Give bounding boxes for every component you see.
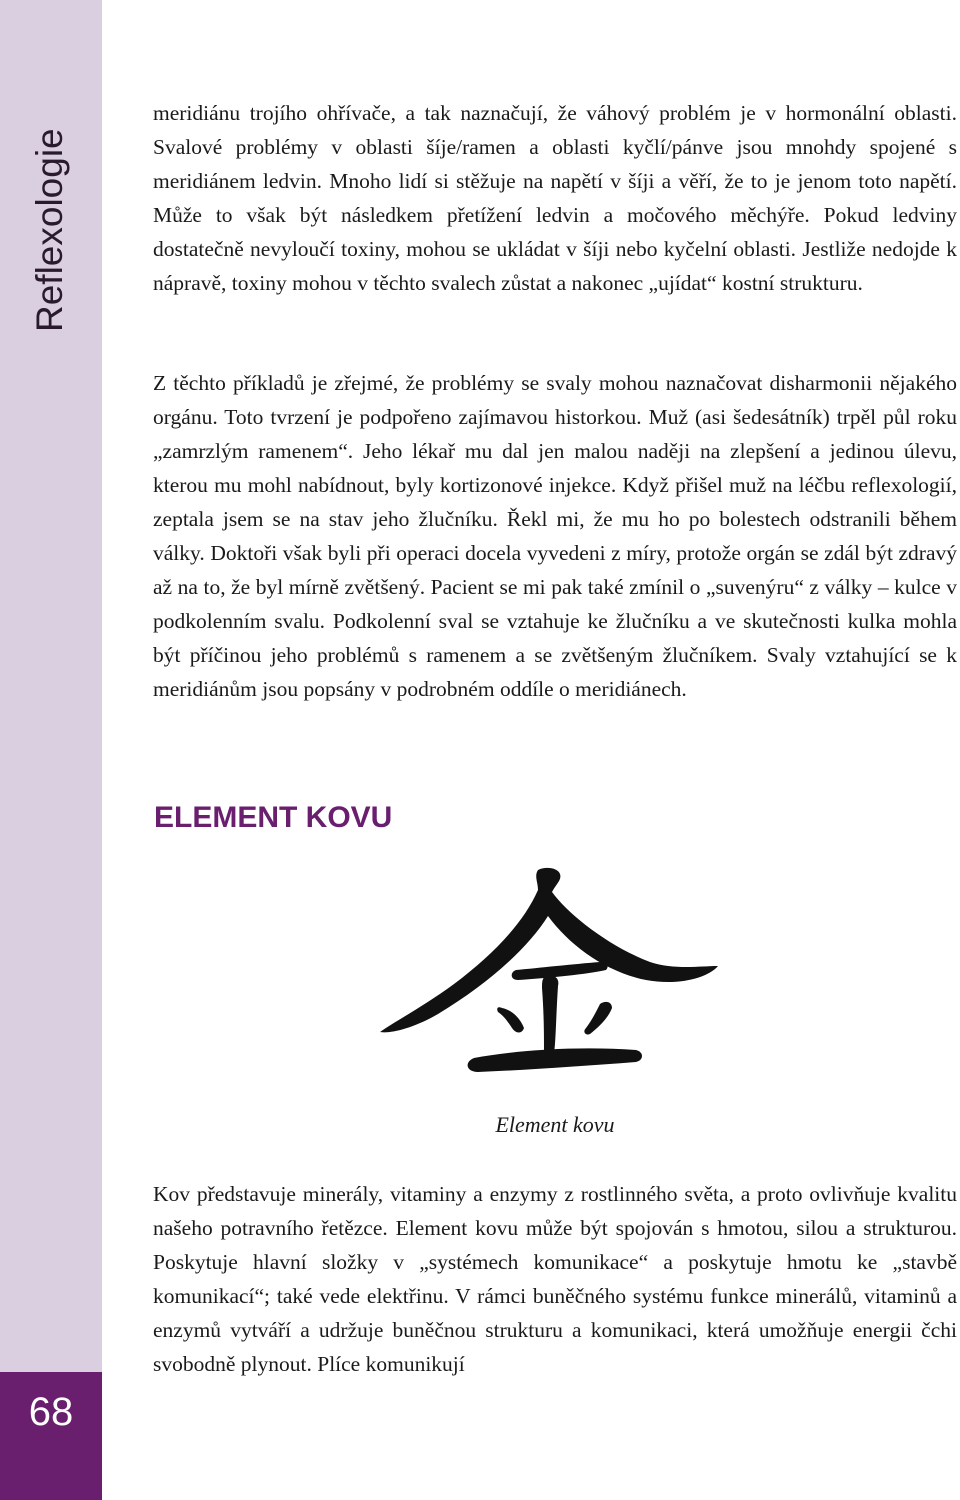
- body-paragraph-1: meridiánu trojího ohřívače, a tak naznačují, že váhový problém je v hormonální oblasti. Svalové problémy v oblasti šíje/ramen a oblasti kyčlí/pánve jsou mnohdy spojené s meridiánem ledvin. Mnoho lidí si stěžuje na napětí v šíji a věří, že to je jenom toto napětí. Může to však být následkem přetížení ledvin a močového měchýře. Pokud ledviny dostatečně nevyloučí toxiny, mohou se ukládat v šíji nebo kyčelní oblasti. Jestliže nedojde k nápravě, toxiny mohou v těchto svalech zůstat a nakonec „ujídat“ kostní strukturu.: [153, 101, 957, 295]
- figure-caption: Element kovu: [495, 1112, 615, 1137]
- body-paragraph-3: Kov představuje minerály, vitaminy a enzymy z rostlinného světa, a proto ovlivňuje kvalitu našeho potravního řetězce. Element kovu může být spojován s hmotou, silou a strukturou. Poskytuje hlavní složky v „systémech komunikace“ a poskytuje hmotu ke „stavbě komunikací“; také vede elektřinu. V rámci buněčného systému funkce minerálů, vitaminů a enzymů vytváří a udržuje buněčnou strukturu a komunikaci, která umožňuje energii čchi svobodně plynout. Plíce komunikují: [153, 1182, 957, 1376]
- metal-element-kanji-icon: [378, 866, 718, 1076]
- running-title: Reflexologie: [29, 128, 70, 332]
- page-number: 68: [28, 1390, 74, 1434]
- body-paragraph-2: Z těchto příkladů je zřejmé, že problémy se svaly mohou naznačovat disharmonii nějakého orgánu. Toto tvrzení je podpořeno zajímavou historkou. Muž (asi šedesátník) trpěl půl roku „zamrzlým ramenem“. Jeho lékař mu dal jen malou naději na zlepšení a jedinou úlevu, kterou mu mohl nabídnout, byly kortizonové injekce. Když přišel muž na léčbu reflexologií, zeptala jsem se na stav jeho žlučníku. Řekl mi, že mu ho po bolestech odstranili během války. Doktoři však byli při operaci docela vyvedeni z míry, protože orgán se zdál být zdravý až na to, že byl mírně zvětšený. Pacient se mi pak také zmínil o „suvenýru“ z války – kulce v podkolenním svalu. Podkolenní sval se vztahuje ke žlučníku a ve skutečnosti kulka mohla být příčinou jeho problémů s ramenem a se zvětšeným žlučníkem. Svaly vztahující se k meridiánům jsou popsány v podrobném oddíle o meridiánech.: [153, 371, 957, 701]
- section-heading: ELEMENT KOVU: [154, 801, 393, 834]
